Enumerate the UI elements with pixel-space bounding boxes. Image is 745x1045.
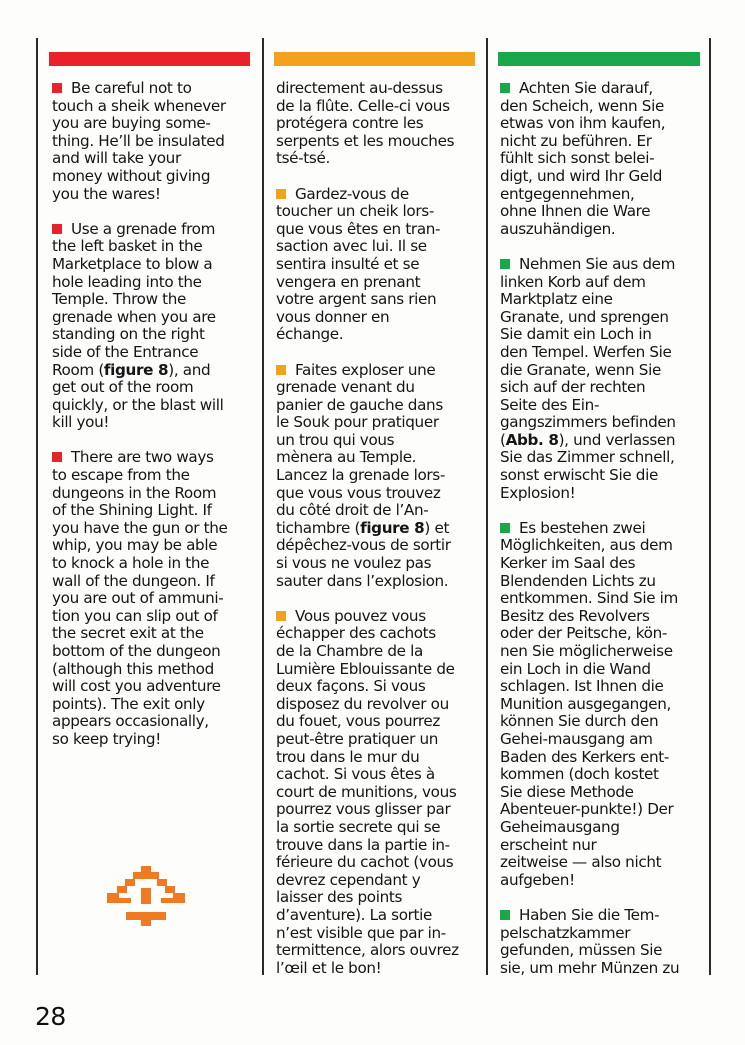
page-number: 28 bbox=[35, 1002, 66, 1031]
bullet-square-icon bbox=[500, 259, 510, 269]
bullet-square-icon bbox=[276, 365, 286, 375]
logo-pixel bbox=[126, 912, 166, 920]
text-line: Geheimausgang bbox=[500, 817, 620, 836]
text-line: whip, you may be able bbox=[52, 536, 218, 555]
figure-reference-line bbox=[52, 362, 257, 380]
text-line: fühlt sich sonst belei- bbox=[500, 149, 655, 168]
text-line: thing. He’ll be insulated bbox=[52, 131, 225, 150]
text-line: si vous ne voulez pas bbox=[276, 554, 432, 573]
german-column bbox=[500, 80, 705, 995]
paragraph bbox=[52, 80, 257, 203]
text-line: sentira insulté et se bbox=[276, 254, 420, 273]
figure-reference: figure 8 bbox=[360, 518, 425, 537]
text-line: devrez cependant y bbox=[276, 870, 421, 889]
logo-pixel bbox=[141, 888, 151, 904]
logo-pixel bbox=[141, 920, 151, 926]
german-color-bar bbox=[498, 52, 700, 66]
text-line: serpents et les mouches bbox=[276, 131, 455, 150]
figure-reference-line bbox=[500, 432, 705, 450]
text-line: trouve dans la partie in- bbox=[276, 835, 450, 854]
text-line: you are buying some- bbox=[52, 114, 211, 133]
text-line bbox=[500, 907, 705, 925]
text-line: du fouet, vous pourrez bbox=[276, 712, 441, 731]
figure-reference-line bbox=[276, 520, 481, 538]
text-run: Vous pouvez vous bbox=[295, 606, 426, 625]
text-run: tichambre ( bbox=[276, 518, 361, 537]
text-line: of the Shining Light. If bbox=[52, 501, 212, 520]
text-line: and will take your bbox=[52, 149, 181, 168]
text-line: trou dans le mur du bbox=[276, 747, 420, 766]
bullet-square-icon bbox=[276, 611, 286, 621]
text-line: können Sie durch den bbox=[500, 712, 659, 731]
text-line: zeitweise — also nicht bbox=[500, 853, 662, 872]
text-line: points). The exit only bbox=[52, 694, 205, 713]
text-line: vous donner en bbox=[276, 307, 390, 326]
text-line: aufgeben! bbox=[500, 870, 575, 889]
paragraph bbox=[500, 80, 705, 238]
text-line: pourrez vous glisser par bbox=[276, 800, 451, 819]
bullet-square-icon bbox=[52, 452, 62, 462]
paragraph bbox=[52, 449, 257, 748]
text-line: side of the Entrance bbox=[52, 342, 199, 361]
french-color-bar bbox=[274, 52, 475, 66]
text-line: den Scheich, wenn Sie bbox=[500, 96, 664, 115]
text-line: toucher un cheik lors- bbox=[276, 202, 434, 221]
logo-pixel bbox=[157, 879, 167, 886]
text-line: quickly, or the blast will bbox=[52, 395, 224, 414]
text-line: Marktplatz eine bbox=[500, 290, 613, 309]
text-run: Be careful not to bbox=[71, 79, 192, 97]
text-line: directement au-dessus bbox=[276, 79, 443, 97]
bullet-square-icon bbox=[52, 224, 62, 234]
text-line: Baden des Kerkers ent- bbox=[500, 747, 669, 766]
text-line: Lancez la grenade lors- bbox=[276, 466, 445, 485]
text-run: ( bbox=[500, 430, 506, 449]
text-line: you are out of ammuni- bbox=[52, 589, 224, 608]
text-line: hole leading into the bbox=[52, 272, 202, 291]
text-line: laisser des points bbox=[276, 888, 403, 907]
text-line bbox=[52, 80, 257, 98]
text-line: échapper des cachots bbox=[276, 624, 436, 643]
text-line: standing on the right bbox=[52, 325, 205, 344]
text-line: digt, und wird Ihr Geld bbox=[500, 166, 663, 185]
figure-reference: figure 8 bbox=[103, 360, 169, 379]
text-line: entkommen. Sind Sie im bbox=[500, 589, 678, 608]
logo-pixel bbox=[133, 872, 159, 879]
logo-pixel bbox=[161, 898, 173, 903]
column-rule-3 bbox=[486, 38, 488, 975]
text-line: protégera contre les bbox=[276, 114, 424, 133]
text-line: court de munitions, vous bbox=[276, 782, 457, 801]
paragraph bbox=[500, 520, 705, 889]
text-run: Use a grenade from bbox=[71, 219, 216, 238]
bullet-square-icon bbox=[52, 83, 62, 93]
text-line: die Granate, wenn Sie bbox=[500, 360, 661, 379]
text-line: l’œil et le bon! bbox=[276, 958, 382, 977]
text-line: the left basket in the bbox=[52, 237, 203, 256]
text-line: Temple. Throw the bbox=[52, 290, 187, 309]
bullet-square-icon bbox=[276, 189, 286, 199]
bullet-square-icon bbox=[500, 523, 510, 533]
text-run: ), and bbox=[168, 360, 211, 379]
text-line: gangszimmers befinden bbox=[500, 413, 676, 432]
paragraph bbox=[276, 362, 481, 591]
text-line: to escape from the bbox=[52, 466, 190, 485]
text-line bbox=[500, 520, 705, 538]
text-line: oder der Peitsche, kön- bbox=[500, 624, 668, 643]
text-line: Abenteuer-punkte!) Der bbox=[500, 800, 674, 819]
text-line: deux façons. Si vous bbox=[276, 677, 426, 696]
bullet-square-icon bbox=[500, 910, 510, 920]
paragraph bbox=[500, 256, 705, 502]
text-line: gefunden, müssen Sie bbox=[500, 941, 663, 960]
logo-pixel bbox=[165, 886, 175, 893]
text-line: appears occasionally, bbox=[52, 712, 209, 731]
text-line: entgegennehmen, bbox=[500, 184, 635, 203]
paragraph bbox=[276, 80, 481, 168]
text-line: kommen (doch kostet bbox=[500, 765, 659, 784]
text-line bbox=[500, 80, 705, 98]
text-line: de la flûte. Celle-ci vous bbox=[276, 96, 450, 115]
text-run: Haben Sie die Tem- bbox=[519, 905, 660, 924]
text-line: to knock a hole in the bbox=[52, 554, 210, 573]
text-run: Gardez-vous de bbox=[295, 184, 409, 203]
text-line: money without giving bbox=[52, 166, 211, 185]
text-line: Besitz des Revolvers bbox=[500, 606, 650, 625]
text-line: n’est visible que par in- bbox=[276, 923, 446, 942]
text-run: Room ( bbox=[52, 360, 104, 379]
english-column bbox=[52, 80, 257, 766]
text-line: la sortie secrete qui se bbox=[276, 817, 441, 836]
text-run: Faites exploser une bbox=[295, 360, 436, 379]
text-line: cachot. Si vous êtes à bbox=[276, 765, 435, 784]
text-line: Gehei-mausgang am bbox=[500, 729, 653, 748]
paragraph bbox=[276, 186, 481, 344]
text-line: disposez du revolver ou bbox=[276, 694, 449, 713]
text-line: tsé-tsé. bbox=[276, 149, 330, 168]
text-line: dépêchez-vous de sortir bbox=[276, 536, 451, 555]
text-line: saction avec lui. Il se bbox=[276, 237, 427, 256]
column-rule-4 bbox=[709, 38, 711, 975]
text-line: nen Sie möglicherweise bbox=[500, 642, 673, 660]
text-line: Seite des Ein- bbox=[500, 395, 600, 414]
text-line bbox=[276, 362, 481, 380]
text-line: votre argent sans rien bbox=[276, 290, 437, 309]
text-line: mènera au Temple. bbox=[276, 448, 417, 467]
text-line: so keep trying! bbox=[52, 729, 161, 748]
text-line: que vous êtes en tran- bbox=[276, 219, 441, 238]
logo-pixel bbox=[173, 893, 185, 903]
text-line: erscheint nur bbox=[500, 835, 597, 854]
text-line: de la Chambre de la bbox=[276, 642, 423, 660]
text-line: pelschatzkammer bbox=[500, 923, 631, 942]
text-line: termittence, alors ouvrez bbox=[276, 941, 459, 960]
text-line: ein Loch in die Wand bbox=[500, 659, 651, 678]
text-line: ohne Ihnen die Ware bbox=[500, 202, 651, 221]
text-line: peut-être pratiquer un bbox=[276, 729, 439, 748]
paragraph bbox=[52, 221, 257, 432]
text-line: sich auf der rechten bbox=[500, 378, 646, 397]
text-line: Sie das Zimmer schnell, bbox=[500, 448, 675, 467]
text-line: du côté droit de l’An- bbox=[276, 501, 429, 520]
text-line: dungeons in the Room bbox=[52, 483, 217, 502]
text-line: wall of the dungeon. If bbox=[52, 571, 215, 590]
text-run: ), und verlassen bbox=[558, 430, 676, 449]
text-line: bottom of the dungeon bbox=[52, 642, 221, 660]
text-line: the secret exit at the bbox=[52, 624, 204, 643]
text-line: will cost you adventure bbox=[52, 677, 221, 696]
text-line: Granate, und sprengen bbox=[500, 307, 669, 326]
orange-pixel-ufo-icon bbox=[101, 866, 191, 930]
text-line: get out of the room bbox=[52, 378, 194, 397]
logo-pixel bbox=[125, 879, 135, 886]
logo-pixel bbox=[119, 898, 131, 903]
figure-reference: Abb. 8 bbox=[505, 430, 559, 449]
column-rule-1 bbox=[36, 38, 38, 975]
text-line bbox=[52, 221, 257, 239]
text-line: nicht zu beführen. Er bbox=[500, 131, 652, 150]
text-line: Sie diese Methode bbox=[500, 782, 634, 801]
text-line: Kerker im Saal des bbox=[500, 554, 636, 573]
text-line: Lumière Eblouissante de bbox=[276, 659, 455, 678]
text-line: d’aventure). La sortie bbox=[276, 905, 433, 924]
text-line bbox=[500, 256, 705, 274]
text-line bbox=[276, 186, 481, 204]
text-line: tion you can slip out of bbox=[52, 606, 218, 625]
french-column bbox=[276, 80, 481, 995]
text-run: ) et bbox=[424, 518, 450, 537]
text-line: linken Korb auf dem bbox=[500, 272, 646, 291]
text-line: que vous vous trouvez bbox=[276, 483, 441, 502]
text-line: kill you! bbox=[52, 413, 110, 432]
text-line: (although this method bbox=[52, 659, 214, 678]
text-line: auszuhändigen. bbox=[500, 219, 616, 238]
text-line: touch a sheik whenever bbox=[52, 96, 226, 115]
logo-pixel bbox=[141, 866, 151, 872]
text-line: you have the gun or the bbox=[52, 518, 228, 537]
text-line: le Souk pour pratiquer bbox=[276, 413, 439, 432]
logo-pixel bbox=[117, 886, 127, 893]
text-run: Es bestehen zwei bbox=[519, 518, 646, 537]
english-color-bar bbox=[49, 52, 250, 66]
text-line: un trou qui vous bbox=[276, 430, 395, 449]
text-line: panier de gauche dans bbox=[276, 395, 443, 414]
text-line: échange. bbox=[276, 325, 344, 344]
text-line: Marketplace to blow a bbox=[52, 254, 213, 273]
paragraph bbox=[276, 608, 481, 977]
text-line: grenade when you are bbox=[52, 307, 216, 326]
column-rule-2 bbox=[262, 38, 264, 975]
text-line: vengera en prenant bbox=[276, 272, 421, 291]
text-line: Explosion! bbox=[500, 483, 576, 502]
text-line: grenade venant du bbox=[276, 378, 415, 397]
text-line bbox=[276, 608, 481, 626]
text-line: férieure du cachot (vous bbox=[276, 853, 454, 872]
text-line: sauter dans l’explosion. bbox=[276, 571, 449, 590]
text-line: sonst erwischt Sie die bbox=[500, 466, 658, 485]
text-line: Munition ausgegangen, bbox=[500, 694, 671, 713]
bullet-square-icon bbox=[500, 83, 510, 93]
logo-pixel bbox=[107, 893, 119, 903]
paragraph bbox=[500, 907, 705, 977]
text-line: Möglichkeiten, aus dem bbox=[500, 536, 673, 555]
text-run: There are two ways bbox=[71, 448, 214, 467]
text-line bbox=[52, 449, 257, 467]
text-line: Sie damit ein Loch in bbox=[500, 325, 652, 344]
text-line: sie, um mehr Münzen zu bbox=[500, 958, 680, 977]
text-line: etwas von ihm kaufen, bbox=[500, 114, 666, 133]
text-line: den Tempel. Werfen Sie bbox=[500, 342, 672, 361]
text-run: Nehmen Sie aus dem bbox=[519, 254, 676, 273]
text-line: you the wares! bbox=[52, 184, 161, 203]
text-line: Blendenden Lichts zu bbox=[500, 571, 656, 590]
text-run: Achten Sie darauf, bbox=[519, 79, 653, 97]
text-line: schlagen. Ist Ihnen die bbox=[500, 677, 664, 696]
